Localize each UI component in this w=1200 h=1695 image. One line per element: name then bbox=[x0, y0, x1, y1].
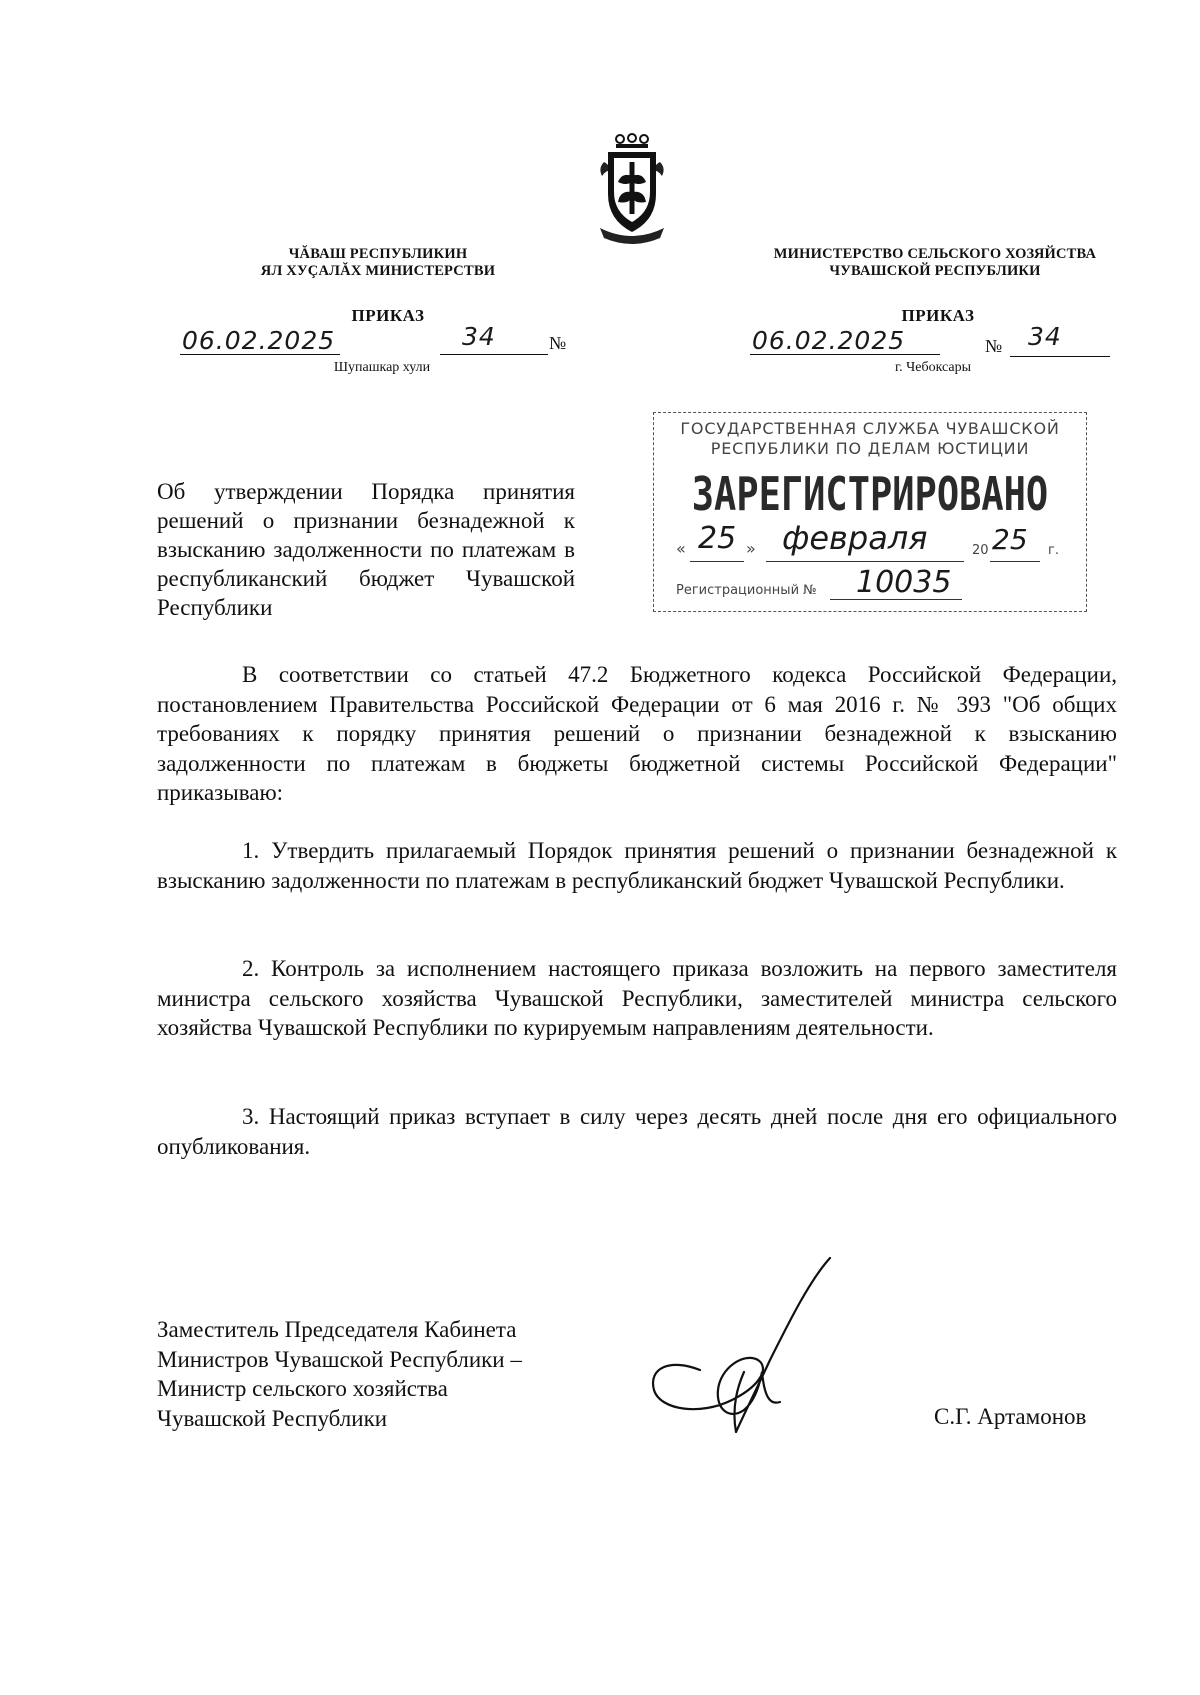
signatory-title bbox=[157, 1315, 617, 1433]
left-number-sign: № bbox=[549, 333, 567, 353]
right-org-name bbox=[740, 246, 1130, 280]
stamp-org-line1: ГОСУДАРСТВЕННАЯ СЛУЖБА ЧУВАШСКОЙ bbox=[680, 419, 1060, 438]
stamp-reg-number: 10035 bbox=[856, 565, 952, 600]
item-2-paragraph: 2. Контроль за исполнением настоящего приказа возложить на первого заместителя министра сельского хозяйства Чувашской Республики, заместителей министра сельского хозяйства Чувашской Республики по курируемым направлениям деятельности. bbox=[157, 956, 1117, 1040]
stamp-month-line bbox=[766, 561, 964, 562]
left-number-underline bbox=[440, 354, 548, 355]
signatory-name: С.Г. Артамонов bbox=[934, 1404, 1087, 1429]
coat-of-arms-emblem-icon bbox=[596, 132, 668, 244]
stamp-year-suffix: 25 bbox=[992, 523, 1028, 556]
stamp-org-line2: РЕСПУБЛИКИ ПО ДЕЛАМ ЮСТИЦИИ bbox=[710, 439, 1030, 458]
stamp-reg-label: Регистрационный № bbox=[676, 583, 817, 598]
stamp-reg-line bbox=[830, 599, 962, 600]
left-org-line2: ЯЛ ХУÇАЛĂХ МИНИСТЕРСТВИ bbox=[260, 263, 496, 279]
left-doc-type: ПРИКАЗ bbox=[351, 306, 425, 325]
left-date-handwritten: 06.02.2025 bbox=[182, 326, 336, 355]
stamp-day: 25 bbox=[698, 521, 737, 556]
left-city: Шупашкар хули bbox=[333, 360, 431, 375]
stamp-year-unit: г. bbox=[1048, 543, 1059, 558]
registration-stamp bbox=[653, 412, 1087, 612]
stamp-status: ЗАРЕГИСТРИРОВАНО bbox=[691, 467, 1049, 522]
left-date-underline bbox=[180, 354, 340, 355]
item-3-paragraph: 3. Настоящий приказ вступает в силу через десять дней после дня его официального опубликования. bbox=[157, 1104, 1117, 1159]
signatory-title-line3: Министр сельского хозяйства bbox=[157, 1376, 448, 1401]
right-doc-type: ПРИКАЗ bbox=[901, 306, 975, 325]
right-date-underline bbox=[750, 354, 940, 355]
signatory-title-line1: Заместитель Председателя Кабинета bbox=[157, 1317, 517, 1342]
item-1-paragraph: 1. Утвердить прилагаемый Порядок принятия решений о признании безнадежной к взысканию задолженности по платежам в республиканский бюджет Чувашской Республики. bbox=[157, 838, 1117, 893]
stamp-month: февраля bbox=[782, 519, 928, 557]
right-org-line2: ЧУВАШСКОЙ РЕСПУБЛИКИ bbox=[829, 263, 1041, 279]
stamp-year-line bbox=[990, 561, 1040, 562]
handwritten-signature-icon bbox=[640, 1250, 850, 1440]
right-number-handwritten: 34 bbox=[1028, 322, 1062, 351]
right-number-underline bbox=[1010, 356, 1110, 357]
left-number-handwritten: 34 bbox=[462, 322, 496, 351]
right-city: г. Чебоксары bbox=[894, 360, 972, 375]
signatory-title-line2: Министров Чувашской Республики – bbox=[157, 1346, 522, 1372]
stamp-quote-open: « bbox=[676, 539, 686, 558]
right-number-sign: № bbox=[985, 336, 1003, 356]
right-org-line1: МИНИСТЕРСТВО СЕЛЬСКОГО ХОЗЯЙСТВА bbox=[773, 246, 1097, 262]
preamble-paragraph: В соответствии со статьей 47.2 Бюджетного кодекса Российской Федерации, постановлением Правительства Российской Федерации от 6 мая 2016 г. № 393 "Об общих требованиях к порядку принятия решений о признании безнадежной к взысканию задолженности по платежам в бюджеты бюджетной системы Российской Федерации" приказываю: bbox=[157, 662, 1117, 805]
signatory-title-line4: Чувашской Республики bbox=[157, 1405, 388, 1431]
left-org-name bbox=[238, 246, 518, 280]
stamp-year-prefix: 20 bbox=[972, 543, 989, 558]
stamp-day-line bbox=[690, 561, 744, 562]
stamp-quote-close: » bbox=[746, 539, 756, 558]
document-subject: Об утверждении Порядка принятия решений о признании безнадежной к взысканию задолженности по платежам в республиканский бюджет Чувашской Республики bbox=[157, 479, 575, 620]
right-date-handwritten: 06.02.2025 bbox=[752, 326, 906, 355]
left-org-line1: ЧĂВАШ РЕСПУБЛИКИН bbox=[288, 246, 468, 262]
